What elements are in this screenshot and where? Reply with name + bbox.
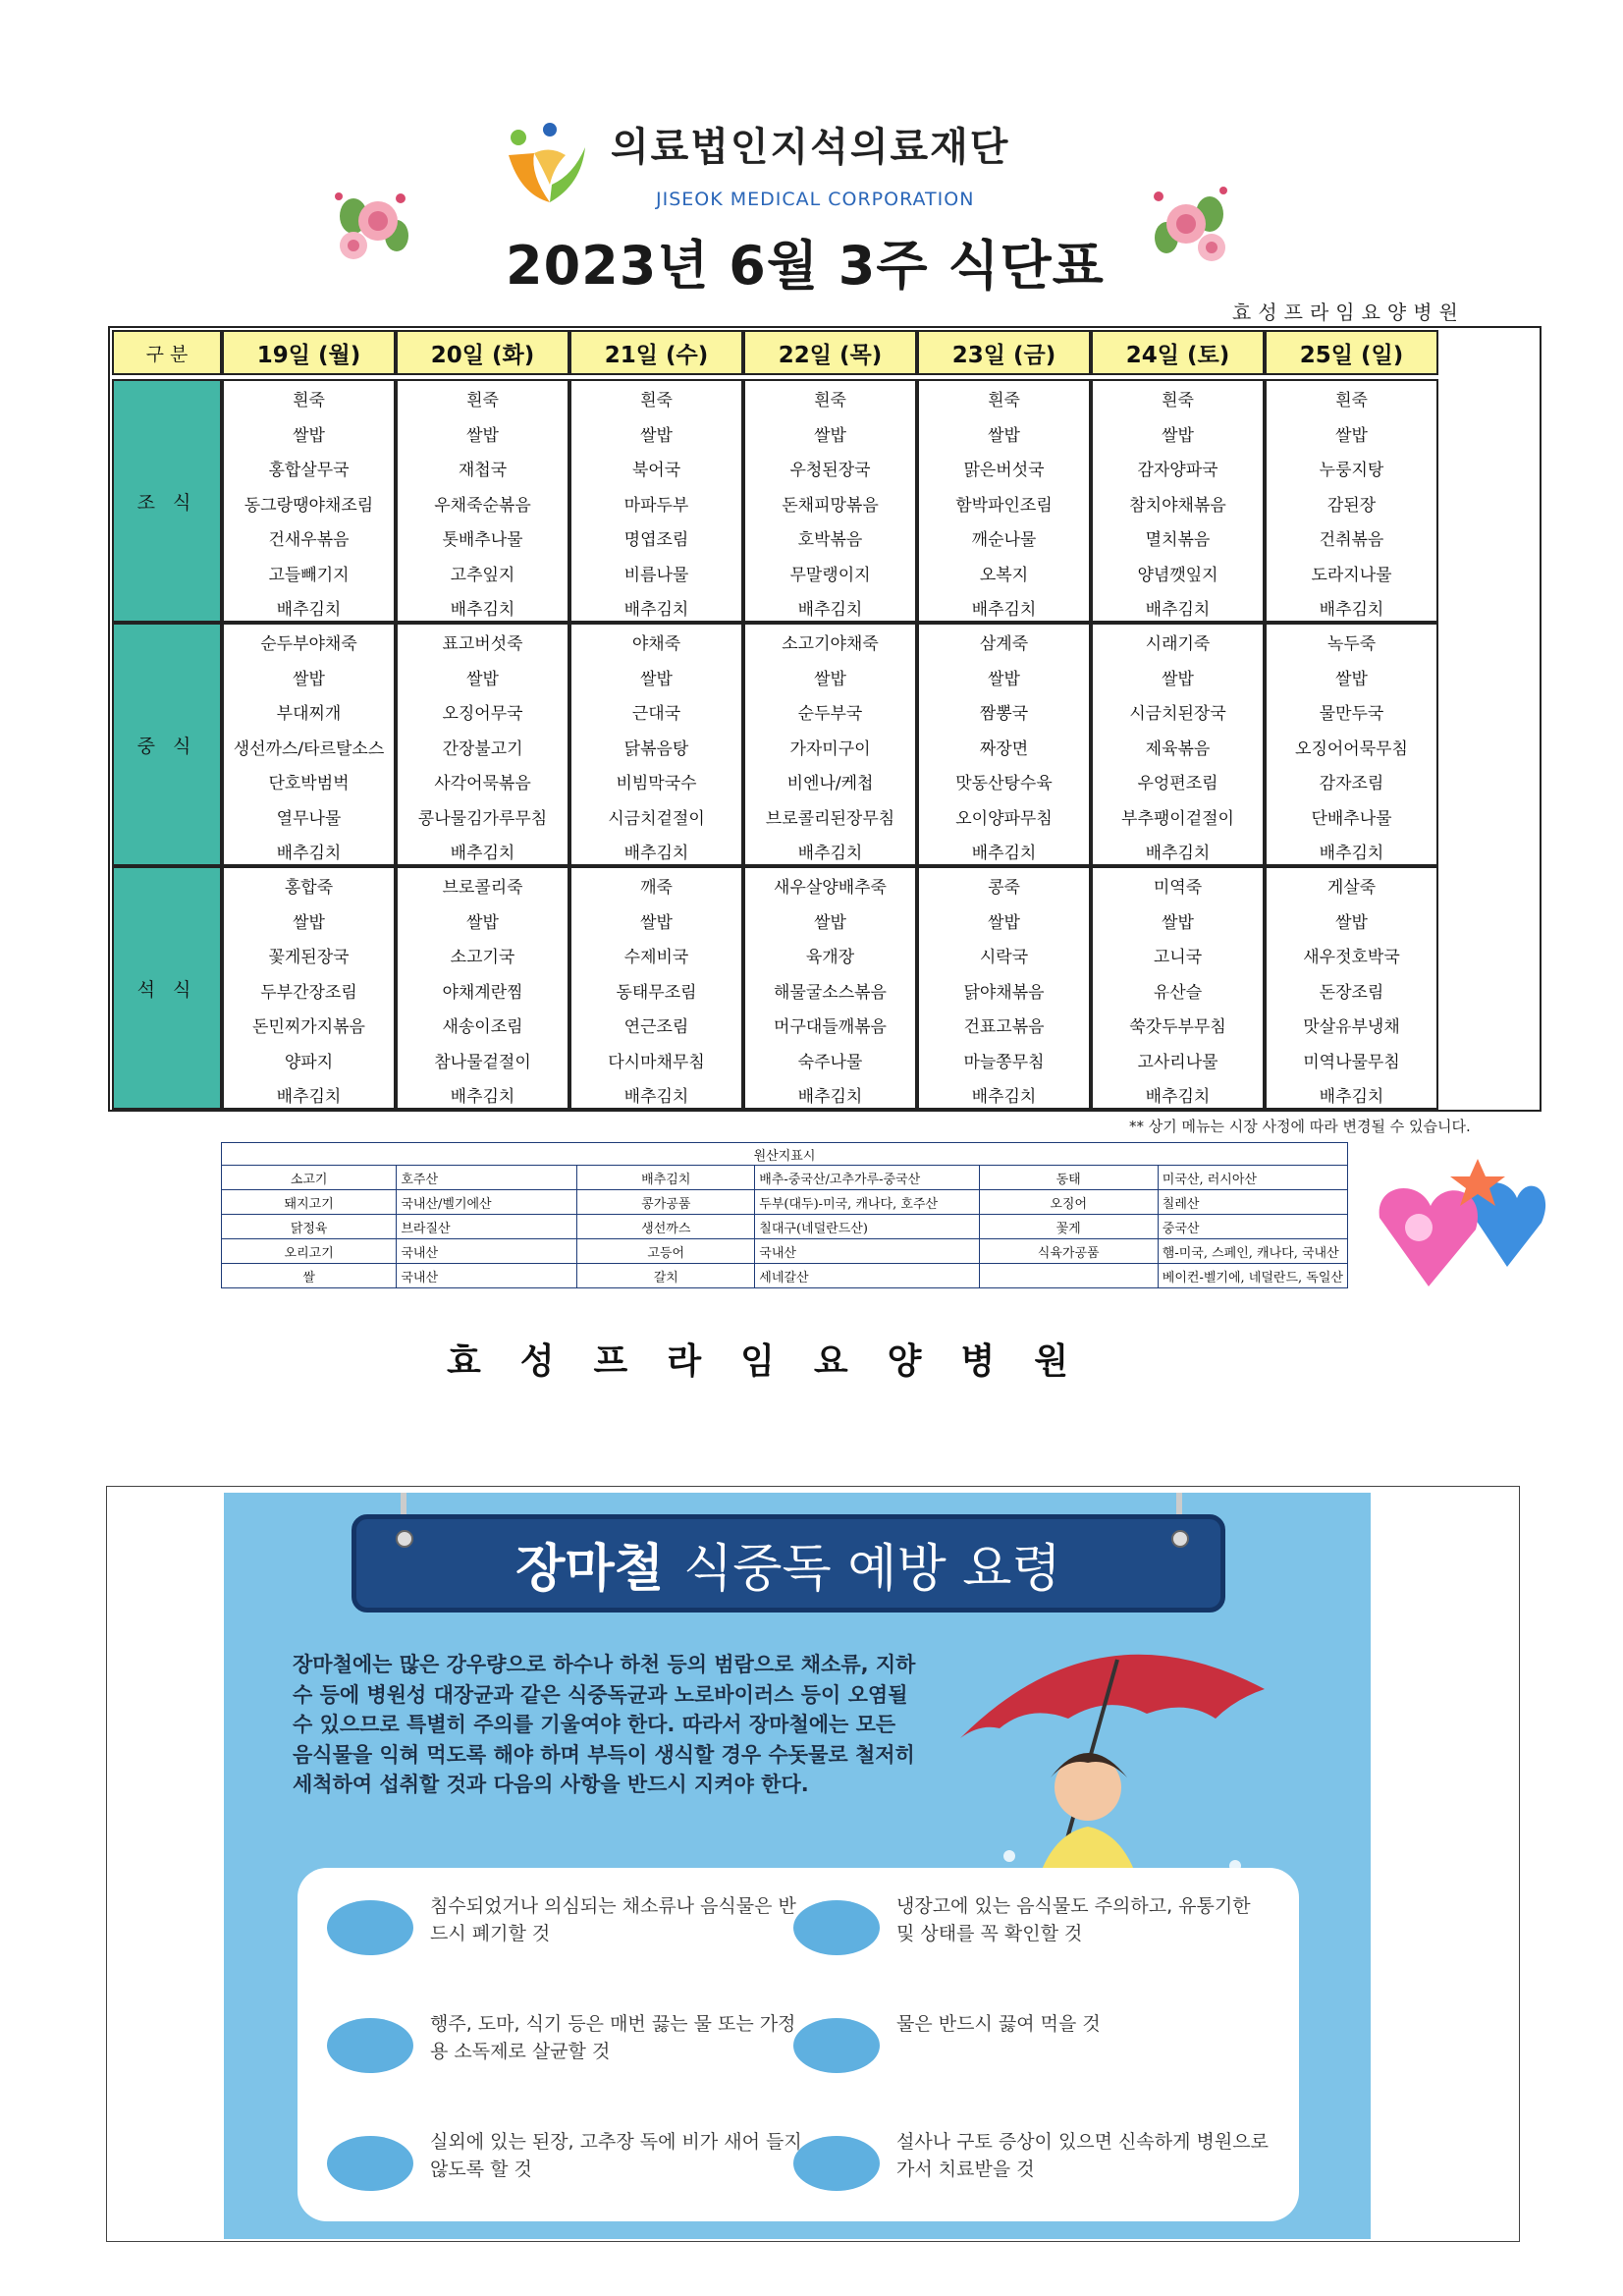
origin-item: 생선까스	[577, 1215, 755, 1239]
menu-item: 우채죽순볶음	[434, 495, 531, 516]
menu-item: 미역나물무침	[1303, 1052, 1400, 1072]
meal-label: 조 식	[112, 379, 222, 623]
menu-item: 순두부야채죽	[260, 634, 357, 655]
menu-item: 숙주나물	[797, 1052, 863, 1072]
menu-item: 쌀밥	[466, 425, 499, 446]
day-meal-cell	[743, 866, 917, 1110]
menu-item: 짜장면	[979, 738, 1029, 759]
tip-text: 행주, 도마, 식기 등은 매번 끓는 물 또는 가정용 소독제로 살균할 것	[430, 2013, 796, 2062]
menu-item: 배추김치	[450, 600, 515, 621]
menu-item: 함박파인조림	[955, 495, 1053, 516]
menu-item: 재첩국	[458, 461, 508, 481]
menu-item: 시래기죽	[1145, 634, 1211, 655]
menu-item: 녹두죽	[1326, 634, 1377, 655]
origin-country: 두부(대두)-미국, 캐나다, 호주산	[755, 1190, 979, 1215]
menu-item: 배추김치	[276, 1087, 342, 1108]
menu-item: 흰죽	[1162, 391, 1194, 411]
menu-item: 쌀밥	[1162, 912, 1194, 933]
day-meal-cell	[396, 866, 569, 1110]
tip-icon	[327, 2136, 413, 2191]
menu-item: 오복지	[979, 565, 1029, 585]
menu-item: 고니국	[1153, 948, 1203, 968]
pin-icon	[396, 1530, 413, 1548]
tip-icon	[793, 2018, 880, 2073]
menu-item: 깨순나물	[971, 530, 1037, 551]
menu-item: 두부간장조림	[260, 982, 357, 1003]
origin-item: 쌀	[222, 1264, 397, 1288]
origin-item: 돼지고기	[222, 1190, 397, 1215]
day-meal-cell	[1265, 379, 1438, 623]
poster-intro-text: 장마철에는 많은 강우량으로 하수나 하천 등의 범람으로 채소류, 지하수 등에 병원성 대장균과 같은 식중독균과 노로바이러스 등이 오염될 수 있으므로 특별히 주의를 기울여야 한다. 따라서 장마철에는 모든 음식물을 익혀 먹도록 해야 하며 부득이 생식할 경우 수돗물로 철저히 세척하여 섭취할 것과 다음의 사항을 반드시 지켜야 한다.	[293, 1653, 916, 1796]
menu-item: 소고기국	[450, 948, 515, 968]
menu-item: 쌀밥	[293, 425, 325, 446]
menu-item: 브로콜리된장무침	[765, 808, 895, 829]
flower-decoration-icon	[1139, 177, 1237, 275]
tip-text: 냉장고에 있는 음식물도 주의하고, 유통기한 및 상태를 꼭 확인할 것	[896, 1895, 1251, 1944]
menu-item: 오이양파무침	[955, 808, 1053, 829]
day-meal-cell	[396, 623, 569, 866]
menu-item: 돈민찌가지볶음	[252, 1017, 365, 1038]
origin-country: 베이컨-벨기에, 네덜란드, 독일산	[1158, 1264, 1347, 1288]
menu-item: 배추김치	[797, 600, 863, 621]
menu-item: 양념깻잎지	[1137, 565, 1218, 585]
hearts-decoration-icon	[1360, 1149, 1546, 1306]
day-header: 22일 (목)	[743, 330, 917, 375]
food-poisoning-poster	[224, 1493, 1371, 2239]
origin-row	[222, 1166, 1348, 1190]
meal-label: 중 식	[112, 623, 222, 866]
menu-item: 열무나물	[276, 808, 342, 829]
origin-item: 소고기	[222, 1166, 397, 1190]
menu-item: 참나물겉절이	[434, 1052, 531, 1072]
menu-item: 해물굴소스볶음	[774, 982, 887, 1003]
menu-item: 제육볶음	[1145, 738, 1211, 759]
menu-item: 비엔나/케첩	[786, 774, 874, 794]
origin-table	[221, 1142, 1348, 1288]
menu-item: 비름나물	[623, 565, 689, 585]
menu-item: 육개장	[805, 948, 855, 968]
menu-item: 오징어무국	[442, 704, 523, 725]
tip-text: 설사나 구토 증상이 있으면 신속하게 병원으로 가서 치료받을 것	[896, 2131, 1269, 2180]
menu-item: 새송이조림	[442, 1017, 523, 1038]
origin-item: 갈치	[577, 1264, 755, 1288]
menu-item: 배추김치	[623, 844, 689, 864]
tip-text: 실외에 있는 된장, 고추장 독에 비가 새어 들지 않도록 할 것	[430, 2131, 802, 2180]
menu-change-note: ** 상기 메뉴는 시장 사정에 따라 변경될 수 있습니다.	[1129, 1118, 1471, 1135]
menu-item: 배추김치	[971, 1087, 1037, 1108]
day-meal-cell	[917, 866, 1091, 1110]
menu-item: 수제비국	[623, 948, 689, 968]
menu-item: 배추김치	[276, 844, 342, 864]
menu-item: 흰죽	[1335, 391, 1368, 411]
menu-item: 오징어어묵무침	[1295, 738, 1408, 759]
menu-item: 머구대들깨볶음	[774, 1017, 887, 1038]
menu-item: 생선까스/타르탈소스	[233, 738, 385, 759]
menu-item: 고들빼기지	[268, 565, 350, 585]
flower-decoration-icon	[324, 177, 422, 275]
origin-country: 국내산	[755, 1239, 979, 1264]
menu-item: 호박볶음	[797, 530, 863, 551]
menu-item: 야채죽	[631, 634, 681, 655]
menu-item: 홍합살무국	[268, 461, 350, 481]
hospital-name-bottom: 효성프라임요양병원	[447, 1341, 1108, 1382]
origin-item: 배추김치	[577, 1166, 755, 1190]
menu-item: 새우살양배추죽	[774, 878, 887, 899]
menu-item: 돈장조림	[1319, 982, 1384, 1003]
meal-label: 석 식	[112, 866, 222, 1110]
menu-item: 배추김치	[1319, 1087, 1384, 1108]
menu-item: 다시마채무침	[608, 1052, 705, 1072]
menu-item: 콩죽	[988, 878, 1020, 899]
poster-banner	[352, 1514, 1225, 1613]
menu-item: 간장불고기	[442, 738, 523, 759]
menu-item: 흰죽	[988, 391, 1020, 411]
day-meal-cell	[1265, 623, 1438, 866]
menu-item: 시금치된장국	[1129, 704, 1226, 725]
menu-item: 유산슬	[1153, 982, 1203, 1003]
menu-item: 배추김치	[450, 1087, 515, 1108]
tip-icon	[327, 2018, 413, 2073]
menu-item: 양파지	[284, 1052, 334, 1072]
day-header: 25일 (일)	[1265, 330, 1438, 375]
menu-item: 짬뽕국	[979, 704, 1029, 725]
origin-country: 호주산	[397, 1166, 577, 1190]
menu-item: 순두부국	[797, 704, 863, 725]
menu-item: 배추김치	[276, 600, 342, 621]
day-header: 19일 (월)	[222, 330, 396, 375]
day-meal-cell	[1091, 623, 1265, 866]
origin-country: 국내산	[397, 1239, 577, 1264]
menu-item: 멸치볶음	[1145, 530, 1211, 551]
menu-item: 삼계죽	[979, 634, 1029, 655]
menu-item: 비빔막국수	[616, 774, 697, 794]
menu-item: 흰죽	[640, 391, 673, 411]
menu-item: 고추잎지	[450, 565, 515, 585]
day-header: 24일 (토)	[1091, 330, 1265, 375]
origin-item: 동태	[979, 1166, 1158, 1190]
day-meal-cell	[1265, 866, 1438, 1110]
tips-box	[298, 1868, 1299, 2221]
origin-item: 오징어	[979, 1190, 1158, 1215]
menu-item: 맑은버섯국	[963, 461, 1045, 481]
day-header: 21일 (수)	[569, 330, 743, 375]
menu-item: 배추김치	[1145, 1087, 1211, 1108]
poster-title-bold: 장마철	[515, 1539, 664, 1599]
menu-item: 맛살유부냉채	[1303, 1017, 1400, 1038]
menu-item: 흰죽	[293, 391, 325, 411]
menu-item: 근대국	[631, 704, 681, 725]
organization-english-name: JISEOK MEDICAL CORPORATION	[656, 189, 975, 210]
menu-item: 쌀밥	[640, 912, 673, 933]
menu-item: 꽃게된장국	[268, 948, 350, 968]
header-label: 구 분	[112, 330, 222, 375]
menu-item: 닭야채볶음	[963, 982, 1045, 1003]
menu-item: 게살죽	[1326, 878, 1377, 899]
day-meal-cell	[1091, 866, 1265, 1110]
menu-item: 돈채피망볶음	[782, 495, 879, 516]
menu-item: 표고버섯죽	[442, 634, 523, 655]
menu-item: 쌀밥	[1162, 425, 1194, 446]
day-meal-cell	[569, 866, 743, 1110]
menu-item: 물만두국	[1319, 704, 1384, 725]
menu-item: 단배추나물	[1311, 808, 1392, 829]
menu-item: 쌀밥	[640, 669, 673, 689]
menu-item: 감된장	[1326, 495, 1377, 516]
menu-item: 배추김치	[971, 600, 1037, 621]
menu-item: 배추김치	[797, 1087, 863, 1108]
menu-item: 쌀밥	[1162, 669, 1194, 689]
menu-item: 깨죽	[640, 878, 673, 899]
menu-item: 누룽지탕	[1319, 461, 1384, 481]
menu-item: 배추김치	[623, 1087, 689, 1108]
origin-item: 고등어	[577, 1239, 755, 1264]
menu-item: 시금치겉절이	[608, 808, 705, 829]
menu-item: 쌀밥	[640, 425, 673, 446]
origin-country: 칠대구(네덜란드산)	[755, 1215, 979, 1239]
origin-country: 미국산, 러시아산	[1158, 1166, 1347, 1190]
menu-item: 우엉편조림	[1137, 774, 1218, 794]
menu-item: 건새우볶음	[268, 530, 350, 551]
day-meal-cell	[1091, 379, 1265, 623]
origin-row	[222, 1215, 1348, 1239]
day-meal-cell	[222, 379, 396, 623]
day-meal-cell	[917, 623, 1091, 866]
menu-item: 배추김치	[1319, 844, 1384, 864]
day-meal-cell	[743, 623, 917, 866]
menu-item: 배추김치	[1145, 600, 1211, 621]
day-meal-cell	[569, 623, 743, 866]
menu-item: 흰죽	[814, 391, 846, 411]
menu-item: 쌀밥	[814, 912, 846, 933]
origin-table-title: 원산지표시	[222, 1143, 1348, 1166]
menu-item: 동그랑땡야채조림	[243, 495, 374, 516]
menu-item: 쌀밥	[1335, 425, 1368, 446]
day-header: 20일 (화)	[396, 330, 569, 375]
menu-item: 브로콜리죽	[442, 878, 523, 899]
menu-item: 배추김치	[623, 600, 689, 621]
menu-item: 가자미구이	[789, 738, 871, 759]
origin-item: 식육가공품	[979, 1239, 1158, 1264]
menu-item: 쌀밥	[1335, 669, 1368, 689]
menu-item: 북어국	[631, 461, 681, 481]
menu-item: 동태무조림	[616, 982, 697, 1003]
menu-item: 배추김치	[1319, 600, 1384, 621]
menu-item: 배추김치	[797, 844, 863, 864]
tip-icon	[327, 1900, 413, 1955]
menu-item: 쌀밥	[988, 669, 1020, 689]
menu-item: 홍합죽	[284, 878, 334, 899]
origin-item: 꽃게	[979, 1215, 1158, 1239]
menu-item: 부추팽이겉절이	[1121, 808, 1234, 829]
menu-item: 배추김치	[450, 844, 515, 864]
hospital-name-top: 효성프라임요양병원	[1232, 301, 1465, 324]
origin-country: 세네갈산	[755, 1264, 979, 1288]
day-meal-cell	[396, 379, 569, 623]
menu-item: 무말랭이지	[789, 565, 871, 585]
origin-country: 칠레산	[1158, 1190, 1347, 1215]
origin-row	[222, 1239, 1348, 1264]
menu-item: 쌀밥	[293, 669, 325, 689]
menu-item: 맛동산탕수육	[955, 774, 1053, 794]
origin-item: 콩가공품	[577, 1190, 755, 1215]
origin-country: 중국산	[1158, 1215, 1347, 1239]
day-header: 23일 (금)	[917, 330, 1091, 375]
menu-item: 쌀밥	[988, 425, 1020, 446]
tip-icon	[793, 1900, 880, 1955]
origin-country: 햄-미국, 스페인, 캐나다, 국내산	[1158, 1239, 1347, 1264]
menu-item: 연근조림	[623, 1017, 689, 1038]
menu-item: 미역죽	[1153, 878, 1203, 899]
menu-item: 배추김치	[971, 844, 1037, 864]
menu-item: 톳배추나물	[442, 530, 523, 551]
origin-country: 국내산/벨기에산	[397, 1190, 577, 1215]
menu-item: 마늘쫑무침	[963, 1052, 1045, 1072]
menu-item: 고사리나물	[1137, 1052, 1218, 1072]
day-meal-cell	[743, 379, 917, 623]
menu-item: 감자양파국	[1137, 461, 1218, 481]
menu-item: 부대찌개	[276, 704, 342, 725]
menu-item: 새우젓호박국	[1303, 948, 1400, 968]
weekly-menu-table	[108, 326, 1542, 1112]
menu-item: 흰죽	[466, 391, 499, 411]
origin-country: 국내산	[397, 1264, 577, 1288]
menu-item: 쌀밥	[1335, 912, 1368, 933]
menu-item: 건취볶음	[1319, 530, 1384, 551]
menu-item: 참치야채볶음	[1129, 495, 1226, 516]
menu-item: 콩나물김가루무침	[417, 808, 548, 829]
poster-title-rest: 식중독 예방 요령	[683, 1539, 1061, 1599]
origin-country: 배추-중국산/고추가루-중국산	[755, 1166, 979, 1190]
tip-text: 물은 반드시 끓여 먹을 것	[896, 2013, 1101, 2035]
origin-row	[222, 1264, 1348, 1288]
menu-item: 사각어묵볶음	[434, 774, 531, 794]
corporation-logo-icon	[491, 116, 609, 214]
origin-item: 닭정육	[222, 1215, 397, 1239]
pin-icon	[1171, 1530, 1189, 1548]
origin-country: 브라질산	[397, 1215, 577, 1239]
day-meal-cell	[222, 623, 396, 866]
menu-item: 마파두부	[623, 495, 689, 516]
menu-item: 소고기야채죽	[782, 634, 879, 655]
menu-item: 배추김치	[1145, 844, 1211, 864]
menu-item: 쑥갓두부무침	[1129, 1017, 1226, 1038]
menu-item: 야채계란찜	[442, 982, 523, 1003]
menu-item: 쌀밥	[466, 669, 499, 689]
menu-item: 쌀밥	[814, 669, 846, 689]
origin-item: 오리고기	[222, 1239, 397, 1264]
menu-item: 쌀밥	[466, 912, 499, 933]
menu-item: 감자조림	[1319, 774, 1384, 794]
origin-item	[979, 1264, 1158, 1288]
day-meal-cell	[569, 379, 743, 623]
organization-name: 의료법인지석의료재단	[611, 125, 1010, 170]
menu-item: 닭볶음탕	[623, 738, 689, 759]
menu-item: 우청된장국	[789, 461, 871, 481]
day-meal-cell	[917, 379, 1091, 623]
menu-item: 도라지나물	[1311, 565, 1392, 585]
menu-item: 건표고볶음	[963, 1017, 1045, 1038]
tip-icon	[793, 2136, 880, 2191]
origin-row	[222, 1190, 1348, 1215]
menu-item: 쌀밥	[988, 912, 1020, 933]
menu-item: 명엽조림	[623, 530, 689, 551]
menu-item: 쌀밥	[814, 425, 846, 446]
tip-text: 침수되었거나 의심되는 채소류나 음식물은 반드시 폐기할 것	[430, 1895, 796, 1944]
day-meal-cell	[222, 866, 396, 1110]
menu-item: 시락국	[979, 948, 1029, 968]
menu-item: 쌀밥	[293, 912, 325, 933]
menu-title: 2023년 6월 3주 식단표	[506, 235, 1105, 297]
menu-item: 단호박범벅	[268, 774, 350, 794]
